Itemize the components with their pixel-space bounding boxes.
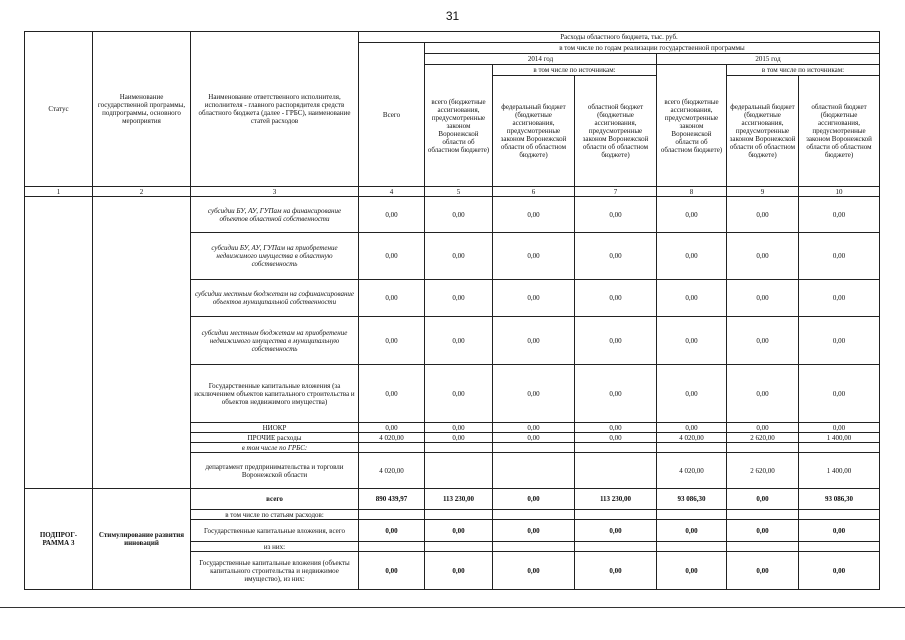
row-value: 4 020,00 xyxy=(359,433,425,443)
row-value: 0,00 xyxy=(493,433,575,443)
row-value: 0,00 xyxy=(657,552,727,590)
row-value: 0,00 xyxy=(799,365,880,423)
col-number: 7 xyxy=(575,187,657,197)
row-value: 0,00 xyxy=(575,520,657,542)
row-value: 0,00 xyxy=(493,280,575,317)
header-2014-all: всего (бюджетные ассигнования, предусмотренные законом Воронежской области об областном бюджете) xyxy=(425,65,493,187)
row-value: 0,00 xyxy=(493,423,575,433)
header-2015-sources: в том числе по источникам: xyxy=(727,65,880,76)
col-number: 10 xyxy=(799,187,880,197)
row-value: 0,00 xyxy=(493,489,575,510)
row-label: из них: xyxy=(191,542,359,552)
row-value: 0,00 xyxy=(657,280,727,317)
row-value: 4 020,00 xyxy=(657,433,727,443)
row-value: 0,00 xyxy=(575,552,657,590)
header-2014-federal: федеральный бюджет (бюджетные ассигнования, предусмотренные законом Воронежской области об областном бюджете) xyxy=(493,76,575,187)
row-value: 113 230,00 xyxy=(425,489,493,510)
row-value: 2 620,00 xyxy=(727,433,799,443)
row-value: 0,00 xyxy=(575,433,657,443)
row-label: субсидии БУ, АУ, ГУПам на приобретение недвижимого имущества в областную собственность xyxy=(191,233,359,280)
header-2014-sources: в том числе по источникам: xyxy=(493,65,657,76)
row-value: 0,00 xyxy=(425,317,493,365)
row-value: 0,00 xyxy=(425,233,493,280)
row-value: 0,00 xyxy=(799,280,880,317)
row-value xyxy=(493,453,575,489)
col-number: 9 xyxy=(727,187,799,197)
row-value: 0,00 xyxy=(657,520,727,542)
row-value: 0,00 xyxy=(575,233,657,280)
row-label: Государственные капитальные вложения (за исключением объектов капитального строительства и объектов недвижимого имущества) xyxy=(191,365,359,423)
row-value: 0,00 xyxy=(359,520,425,542)
header-expenses: Расходы областного бюджета, тыс. руб. xyxy=(359,32,880,43)
header-2015-regional: областной бюджет (бюджетные ассигнования, предусмотренные законом Воронежской области об областном бюджете) xyxy=(799,76,880,187)
row-value: 0,00 xyxy=(575,317,657,365)
row-value: 0,00 xyxy=(359,280,425,317)
row-value: 0,00 xyxy=(359,317,425,365)
row-value: 0,00 xyxy=(493,552,575,590)
header-total: Всего xyxy=(359,43,425,187)
row-label: субсидии БУ, АУ, ГУПам на финансирование объектов областной собственности xyxy=(191,197,359,233)
header-2015-federal: федеральный бюджет (бюджетные ассигнования, предусмотренные законом Воронежской области об областном бюджете) xyxy=(727,76,799,187)
row-value: 93 086,30 xyxy=(657,489,727,510)
col-number: 2 xyxy=(93,187,191,197)
page-cut-line xyxy=(0,607,905,608)
header-by-years: в том числе по годам реализации государственной программы xyxy=(425,43,880,54)
col-number: 3 xyxy=(191,187,359,197)
row-value: 1 400,00 xyxy=(799,453,880,489)
row-value: 0,00 xyxy=(493,233,575,280)
row-value: 0,00 xyxy=(425,520,493,542)
row-value: 0,00 xyxy=(727,317,799,365)
row-label: ПРОЧИЕ расходы xyxy=(191,433,359,443)
row-label: субсидии местным бюджетам на приобретение недвижимого имущества в муниципальную собственность xyxy=(191,317,359,365)
row-value: 0,00 xyxy=(359,552,425,590)
row-value: 0,00 xyxy=(727,552,799,590)
row-label: департамент предпринимательства и торговли Воронежской области xyxy=(191,453,359,489)
row-value: 0,00 xyxy=(727,197,799,233)
row-value: 0,00 xyxy=(575,365,657,423)
row-label: НИОКР xyxy=(191,423,359,433)
row-value: 0,00 xyxy=(799,423,880,433)
page-number: 31 xyxy=(445,9,460,23)
row-value: 0,00 xyxy=(799,197,880,233)
col-number: 6 xyxy=(493,187,575,197)
row-value: 0,00 xyxy=(493,197,575,233)
row-label: в том числе по ГРБС: xyxy=(191,443,359,453)
row-value: 0,00 xyxy=(575,280,657,317)
header-year-2014: 2014 год xyxy=(425,54,657,65)
row-value: 4 020,00 xyxy=(359,453,425,489)
row-value: 0,00 xyxy=(425,197,493,233)
subprogram-status: ПОДПРОГ-РАММА 3 xyxy=(25,489,93,590)
row-value: 113 230,00 xyxy=(575,489,657,510)
row-value: 0,00 xyxy=(425,423,493,433)
row-label: в том числе по статьям расходов: xyxy=(191,510,359,520)
row-value: 0,00 xyxy=(727,280,799,317)
header-year-2015: 2015 год xyxy=(657,54,880,65)
program-cell-empty xyxy=(93,197,191,489)
row-value: 0,00 xyxy=(727,233,799,280)
col-number: 1 xyxy=(25,187,93,197)
col-number: 4 xyxy=(359,187,425,197)
row-value: 1 400,00 xyxy=(799,433,880,443)
row-value: 0,00 xyxy=(425,280,493,317)
budget-table xyxy=(24,31,880,590)
row-value: 0,00 xyxy=(359,423,425,433)
row-value: 890 439,97 xyxy=(359,489,425,510)
row-value: 0,00 xyxy=(657,365,727,423)
row-value: 0,00 xyxy=(359,197,425,233)
header-status: Статус xyxy=(25,32,93,187)
col-number: 8 xyxy=(657,187,727,197)
row-label: всего xyxy=(191,489,359,510)
subprogram-name: Стимулирование развития инноваций xyxy=(93,489,191,590)
row-value: 0,00 xyxy=(799,233,880,280)
row-value: 0,00 xyxy=(657,233,727,280)
row-value: 0,00 xyxy=(359,365,425,423)
row-value: 2 620,00 xyxy=(727,453,799,489)
row-value: 0,00 xyxy=(425,365,493,423)
row-value: 0,00 xyxy=(493,317,575,365)
status-cell-empty xyxy=(25,197,93,489)
row-value: 0,00 xyxy=(575,423,657,433)
row-value: 0,00 xyxy=(359,233,425,280)
row-label: субсидии местным бюджетам на софинансирование объектов муниципальной собственности xyxy=(191,280,359,317)
row-value: 0,00 xyxy=(425,433,493,443)
row-value: 0,00 xyxy=(493,520,575,542)
row-value: 0,00 xyxy=(425,552,493,590)
header-2015-all: всего (бюджетные ассигнования, предусмотренные законом Воронежской области об областном бюджете) xyxy=(657,65,727,187)
header-2014-regional: областной бюджет (бюджетные ассигнования, предусмотренные законом Воронежской области об областном бюджете) xyxy=(575,76,657,187)
header-program-name: Наименование государственной программы, подпрограммы, основного мероприятия xyxy=(93,32,191,187)
header-executor: Наименование ответственного исполнителя, исполнителя - главного распорядителя средств областного бюджета (далее - ГРБС), наименование статей расходов xyxy=(191,32,359,187)
row-value: 0,00 xyxy=(727,365,799,423)
row-value: 0,00 xyxy=(657,317,727,365)
row-value: 0,00 xyxy=(799,317,880,365)
row-value: 0,00 xyxy=(799,552,880,590)
row-label: Государственные капитальные вложения (объекты капитального строительства и недвижимое имущество), из них: xyxy=(191,552,359,590)
row-value: 0,00 xyxy=(657,423,727,433)
row-value xyxy=(575,453,657,489)
row-value: 93 086,30 xyxy=(799,489,880,510)
row-value: 0,00 xyxy=(799,520,880,542)
row-value: 0,00 xyxy=(727,423,799,433)
row-value: 0,00 xyxy=(727,520,799,542)
row-value: 0,00 xyxy=(657,197,727,233)
row-label: Государственные капитальные вложения, всего xyxy=(191,520,359,542)
row-value: 0,00 xyxy=(575,197,657,233)
row-value: 4 020,00 xyxy=(657,453,727,489)
col-number: 5 xyxy=(425,187,493,197)
row-value: 0,00 xyxy=(493,365,575,423)
row-value xyxy=(425,453,493,489)
row-value: 0,00 xyxy=(727,489,799,510)
